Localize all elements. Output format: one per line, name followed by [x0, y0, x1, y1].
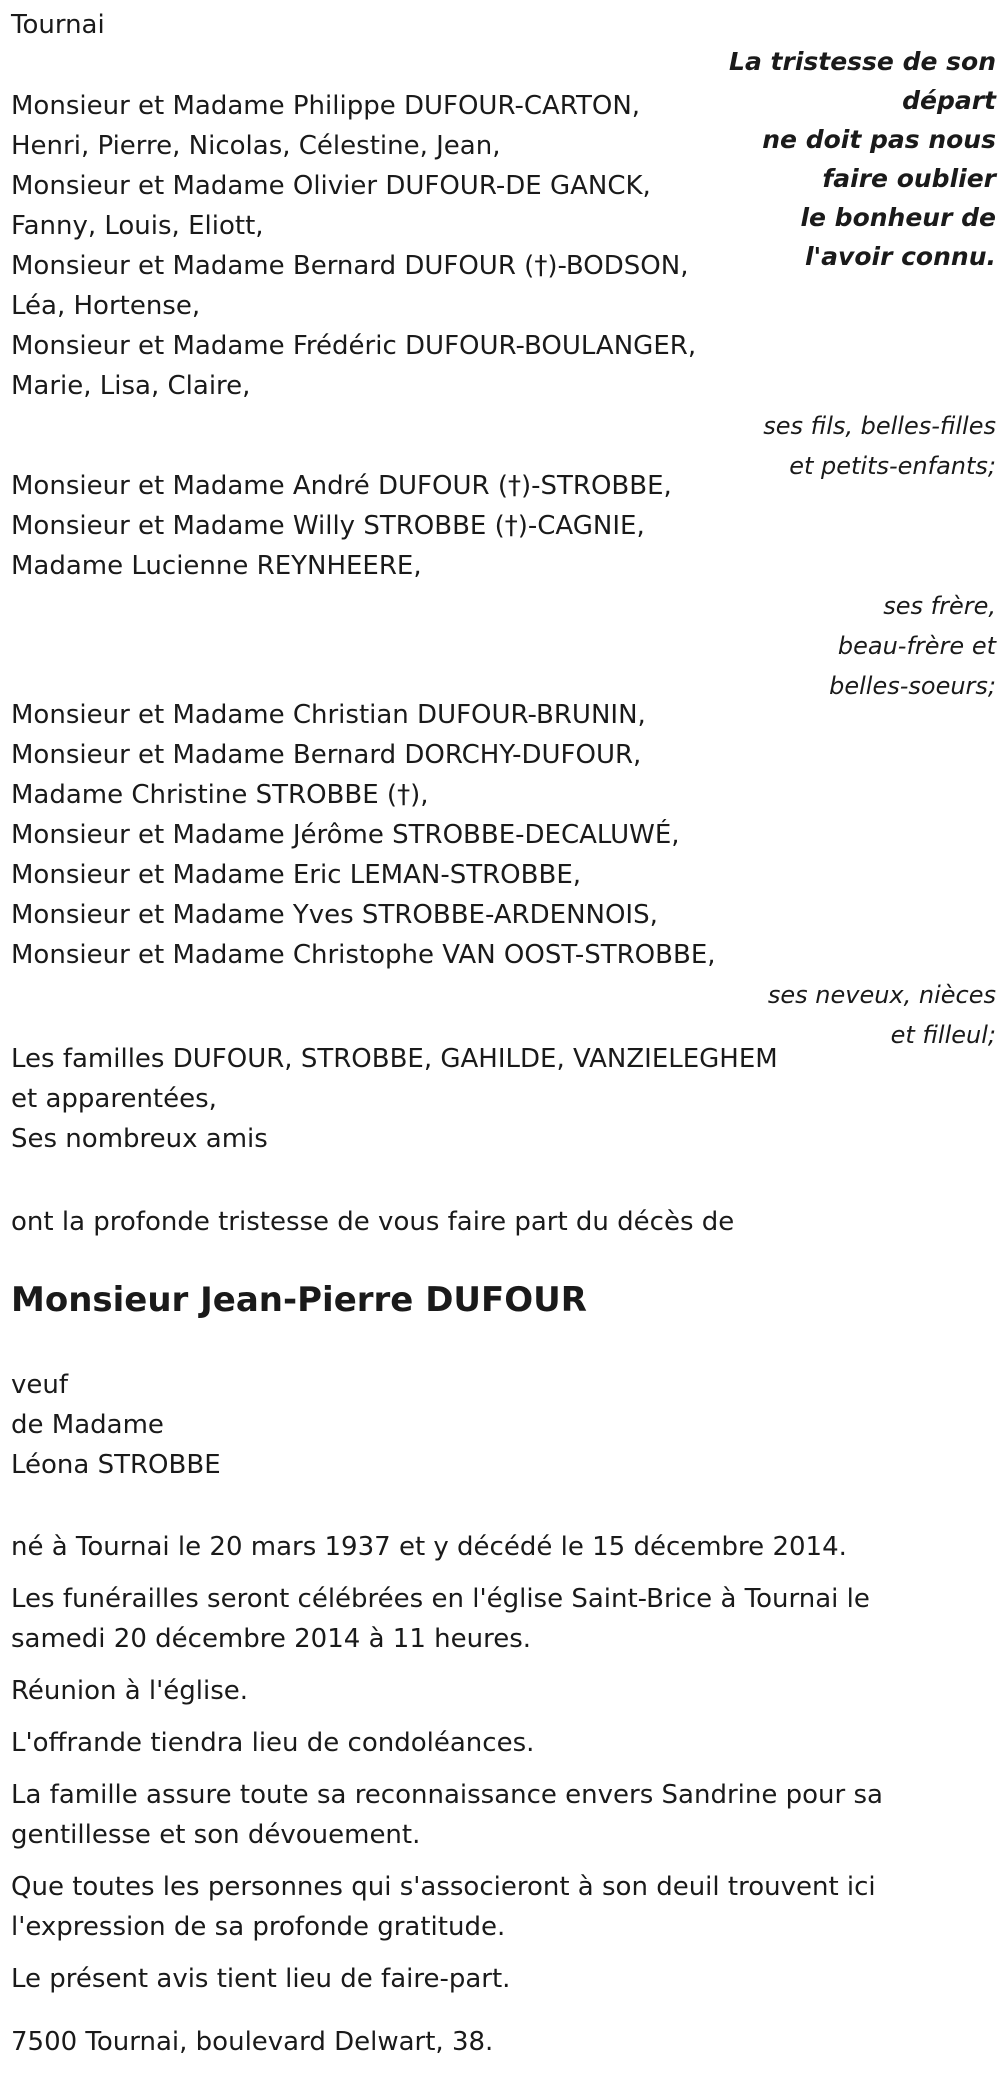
widow-line: Léona STROBBE: [11, 1450, 221, 1480]
family-name-line: Madame Lucienne REYNHEERE,: [11, 551, 422, 581]
family-name-line: Léa, Hortense,: [11, 291, 201, 321]
relation-line: ses fils, belles-filles: [763, 412, 996, 440]
family-name-line: Monsieur et Madame Bernard DORCHY-DUFOUR,: [11, 740, 642, 770]
birth-death-info: né à Tournai le 20 mars 1937 et y décédé le 15 décembre 2014.: [11, 1532, 847, 1562]
widow-line: veuf: [11, 1370, 69, 1400]
family-group-siblings: [11, 466, 996, 706]
family-name-line: Monsieur et Madame Olivier DUFOUR-DE GANCK,: [11, 171, 651, 201]
widower-of: [11, 1365, 221, 1485]
relation-line: beau-frère et: [837, 632, 996, 660]
gathering-info: Réunion à l'église.: [11, 1676, 249, 1706]
family-name-line: Ses nombreux amis: [11, 1124, 268, 1154]
family-name-line: et apparentées,: [11, 1084, 217, 1114]
family-name-line: Monsieur et Madame Willy STROBBE (†)-CAGNIE,: [11, 511, 645, 541]
widow-line: de Madame: [11, 1410, 164, 1440]
family-name-line: Monsieur et Madame Philippe DUFOUR-CARTON,: [11, 91, 641, 121]
quote-line: ne doit pas nous: [762, 125, 996, 154]
relation-line: ses frère,: [883, 592, 996, 620]
family-names: [11, 466, 996, 586]
relation-line: et petits-enfants;: [789, 452, 996, 480]
family-name-line: Monsieur et Madame Christian DUFOUR-BRUNIN,: [11, 700, 646, 730]
offering-info: L'offrande tiendra lieu de condoléances.: [11, 1728, 535, 1758]
family-group-children: [11, 86, 996, 486]
quote-line: l'avoir connu.: [804, 242, 996, 271]
deceased-name: Monsieur Jean-Pierre DUFOUR: [11, 1280, 587, 1320]
funeral-info: Les funérailles seront célébrées en l'église Saint-Brice à Tournai le samedi 20 décembre 2014 à 11 heures.: [11, 1584, 870, 1654]
family-names: [11, 86, 996, 406]
thanks-info: La famille assure toute sa reconnaissance envers Sandrine pour sa gentillesse et son dévouement.: [11, 1780, 883, 1850]
notice-info: Le présent avis tient lieu de faire-part.: [11, 1964, 511, 1994]
family-name-line: Henri, Pierre, Nicolas, Célestine, Jean,: [11, 131, 501, 161]
family-address: 7500 Tournai, boulevard Delwart, 38.: [11, 2027, 494, 2057]
quote-line: La tristesse de son: [729, 47, 996, 76]
family-name-line: Les familles DUFOUR, STROBBE, GAHILDE, VANZIELEGHEM: [11, 1044, 778, 1074]
relation-line: et filleul;: [890, 1021, 996, 1049]
family-name-line: Fanny, Louis, Eliott,: [11, 211, 264, 241]
family-group-nephews: [11, 695, 996, 1055]
quote-line: le bonheur de: [800, 203, 996, 232]
gratitude-info: Que toutes les personnes qui s'associeront à son deuil trouvent ici l'expression de sa profonde gratitude.: [11, 1872, 876, 1942]
family-group-relatives: [11, 1039, 996, 1159]
funeral-details: [11, 1527, 970, 2011]
family-name-line: Monsieur et Madame Frédéric DUFOUR-BOULANGER,: [11, 331, 697, 361]
family-name-line: Monsieur et Madame Christophe VAN OOST-STROBBE,: [11, 940, 716, 970]
relation-line: ses neveux, nièces: [767, 981, 996, 1009]
quote-line: faire oublier: [822, 164, 996, 193]
announcement-intro: ont la profonde tristesse de vous faire part du décès de: [11, 1207, 735, 1237]
family-name-line: Monsieur et Madame Bernard DUFOUR (†)-BODSON,: [11, 251, 689, 281]
relation-line: belles-soeurs;: [829, 672, 996, 700]
family-names: [11, 1039, 996, 1159]
family-name-line: Monsieur et Madame Eric LEMAN-STROBBE,: [11, 860, 582, 890]
family-name-line: Monsieur et Madame Jérôme STROBBE-DECALUWÉ,: [11, 820, 680, 850]
city-heading: Tournai: [11, 10, 105, 40]
family-name-line: Madame Christine STROBBE (†),: [11, 780, 429, 810]
family-name-line: Monsieur et Madame Yves STROBBE-ARDENNOIS,: [11, 900, 658, 930]
relation-label: [11, 586, 996, 706]
quote-line: départ: [902, 86, 996, 115]
family-names: [11, 695, 996, 975]
family-name-line: Monsieur et Madame André DUFOUR (†)-STROBBE,: [11, 471, 672, 501]
family-name-line: Marie, Lisa, Claire,: [11, 371, 251, 401]
